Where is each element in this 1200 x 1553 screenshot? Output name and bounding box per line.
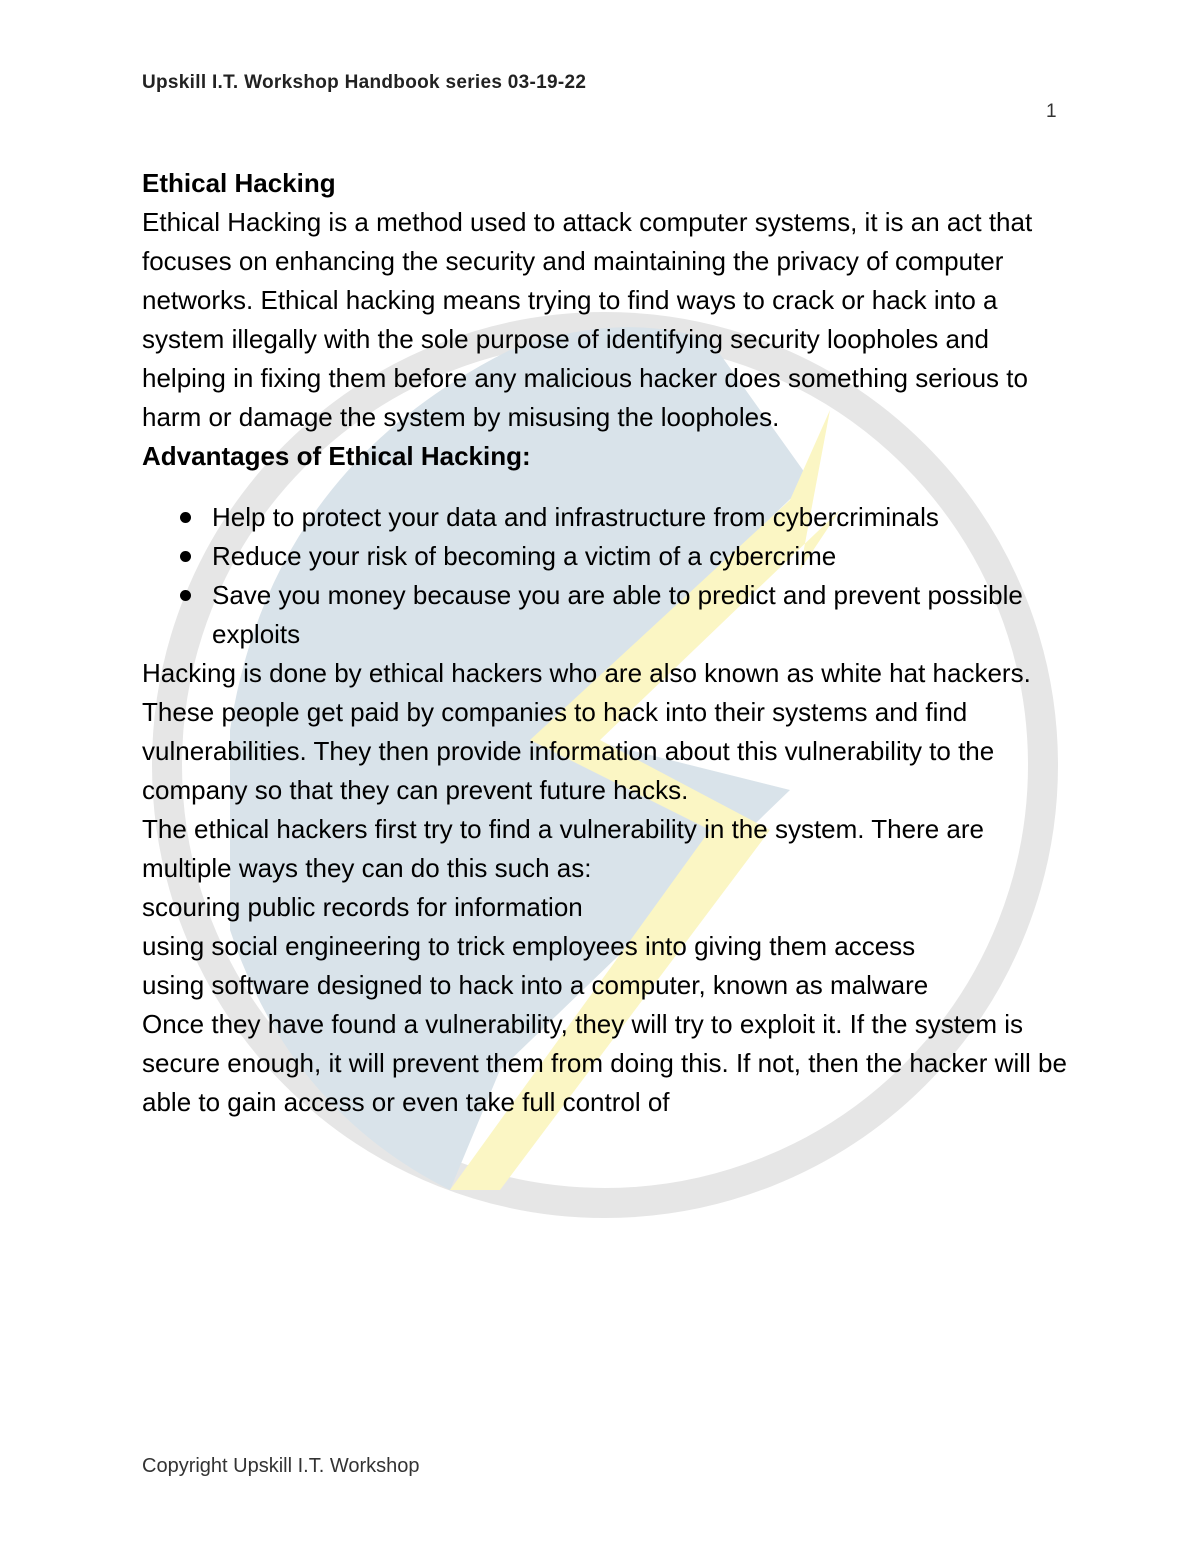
intro-paragraph: Ethical Hacking is a method used to attack computer systems, it is an act that focuses on enhancing the security and maintaining the privacy of computer networks. Ethical hacking means trying to find ways to crack or hack into a system illegally with the sole purpose of identifying security loopholes and helping in fixing them before any malicious hacker does something serious to harm or damage the system by misusing the loopholes. xyxy=(142,207,1033,432)
bullet-icon xyxy=(180,551,191,562)
advantages-heading: Advantages of Ethical Hacking: xyxy=(142,441,531,471)
method-line: using social engineering to trick employees into giving them access xyxy=(142,931,916,961)
document-title: Ethical Hacking xyxy=(142,168,336,198)
page-number: 1 xyxy=(1046,101,1057,122)
page-header: Upskill I.T. Workshop Handbook series 03-19-22 xyxy=(142,72,587,93)
bullet-icon xyxy=(180,512,191,523)
list-item xyxy=(142,498,1067,537)
list-item xyxy=(142,537,1067,576)
advantages-list xyxy=(142,498,1067,654)
list-item-text: Help to protect your data and infrastructure from cybercriminals xyxy=(212,502,939,532)
bullet-icon xyxy=(180,590,191,601)
list-item-text: Save you money because you are able to predict and prevent possible exploits xyxy=(212,580,1023,649)
method-line: scouring public records for information xyxy=(142,892,583,922)
vulnerability-paragraph: The ethical hackers first try to find a vulnerability in the system. There are multiple ways they can do this such as: xyxy=(142,814,984,883)
page-footer: Copyright Upskill I.T. Workshop xyxy=(142,1455,420,1477)
document-body xyxy=(142,164,1067,1122)
list-item-text: Reduce your risk of becoming a victim of a cybercrime xyxy=(212,541,837,571)
exploit-paragraph: Once they have found a vulnerability, they will try to exploit it. If the system is secure enough, it will prevent them from doing this. If not, then the hacker will be able to gain access or even take full control of xyxy=(142,1009,1067,1117)
list-item xyxy=(142,576,1067,654)
method-line: using software designed to hack into a computer, known as malware xyxy=(142,970,929,1000)
white-hat-paragraph: Hacking is done by ethical hackers who are also known as white hat hackers. These people get paid by companies to hack into their systems and find vulnerabilities. They then provide information about this vulnerability to the company so that they can prevent future hacks. xyxy=(142,658,1031,805)
